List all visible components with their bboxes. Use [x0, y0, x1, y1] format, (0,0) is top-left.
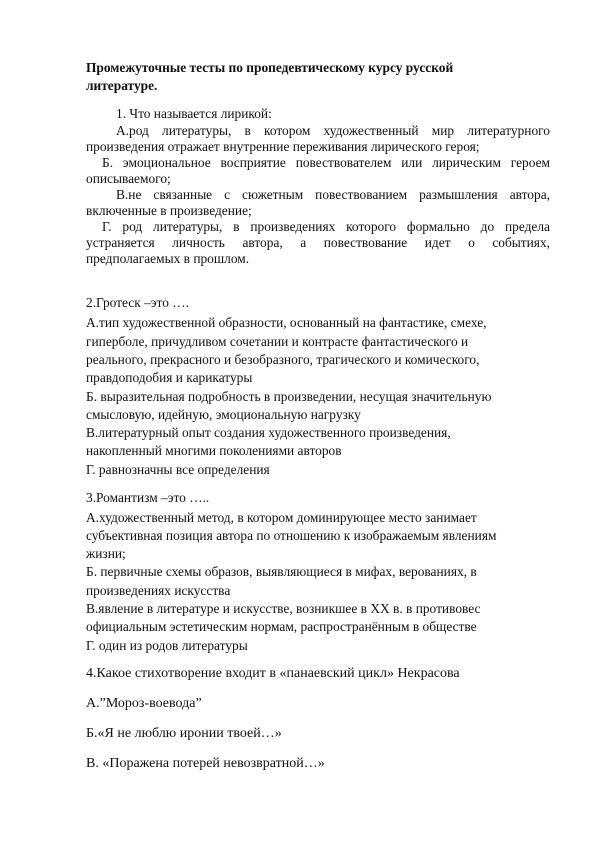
q2-question: 2.Гротеск –это ….	[86, 295, 189, 310]
q2-option-b-line-2: смысловую, идейную, эмоциональную нагрузку	[86, 407, 361, 422]
q4-option-b: Б.«Я не люблю иронии твоей…»	[86, 726, 282, 741]
q4-option-a: А.”Мороз-воевода”	[86, 696, 202, 711]
q1-option-d-line-3: предполагаемых в прошлом.	[86, 251, 250, 266]
q1-option-d-line-2: устраняется личность автора, а повествование идет о событиях,	[86, 235, 550, 250]
q2-option-c-line-1: В.литературный опыт создания художественного произведения,	[86, 425, 451, 440]
q1-option-b-line-1: Б. эмоциональное восприятие повествователем или лирическим героем	[102, 155, 550, 170]
q1-option-c-line-2: включенные в произведение;	[86, 203, 252, 218]
q3-option-b-line-1: Б. первичные схемы образов, выявляющиеся в мифах, верованиях, в	[86, 564, 477, 579]
q1-option-c-line-1: В.не связанные с сюжетным повествованием размышления автора,	[116, 187, 550, 202]
q2-option-c-line-2: накопленный многими поколениями авторов	[86, 443, 342, 458]
page-title-line-2: литературе.	[86, 78, 158, 93]
q4-option-c: В. «Поражена потерей невозвратной…»	[86, 756, 325, 771]
q3-option-c-line-1: В.явление в литературе и искусстве, возникшее в XX в. в противовес	[86, 601, 481, 616]
page-title-line-1: Промежуточные тесты по пропедевтическому курсу русской	[86, 60, 454, 75]
q1-option-a-line-2: произведения отражает внутренние переживания лирического героя;	[86, 139, 480, 154]
q4-question: 4.Какое стихотворение входит в «панаевский цикл» Некрасова	[86, 666, 460, 681]
q1-option-b-line-2: описываемого;	[86, 171, 171, 186]
q1-option-d-line-1: Г. род литературы, в произведениях которого формально до предела	[102, 219, 550, 234]
q2-option-a-line-2: гиперболе, причудливом сочетании и контрасте фантастического и	[86, 334, 469, 349]
q3-option-c-line-2: официальным эстетическим нормам, распространённым в обществе	[86, 619, 477, 634]
q1-option-a-line-1: А.род литературы, в котором художественный мир литературного	[116, 123, 550, 138]
q2-option-d-line-1: Г. равнозначны все определения	[86, 462, 270, 477]
q2-option-b-line-1: Б. выразительная подробность в произведении, несущая значительную	[86, 389, 492, 404]
q2-option-a-line-3: реального, прекрасного и безобразного, трагического и комического,	[86, 352, 480, 367]
q2-option-a-line-4: правдоподобия и карикатуры	[86, 370, 253, 385]
q3-option-d-line-1: Г. один из родов литературы	[86, 638, 248, 653]
q3-option-a-line-3: жизни;	[86, 546, 126, 561]
q3-option-a-line-1: А.художественный метод, в котором доминирующее место занимает	[86, 510, 477, 525]
q3-question: 3.Романтизм –это …..	[86, 490, 210, 505]
q2-option-a-line-1: А.тип художественной образности, основанный на фантастике, смехе,	[86, 315, 487, 330]
q3-option-b-line-2: произведениях искусства	[86, 583, 231, 598]
q3-option-a-line-2: субъективная позиция автора по отношению к изображаемым явлениям	[86, 528, 497, 543]
q1-question: 1. Что называется лирикой:	[116, 106, 272, 121]
